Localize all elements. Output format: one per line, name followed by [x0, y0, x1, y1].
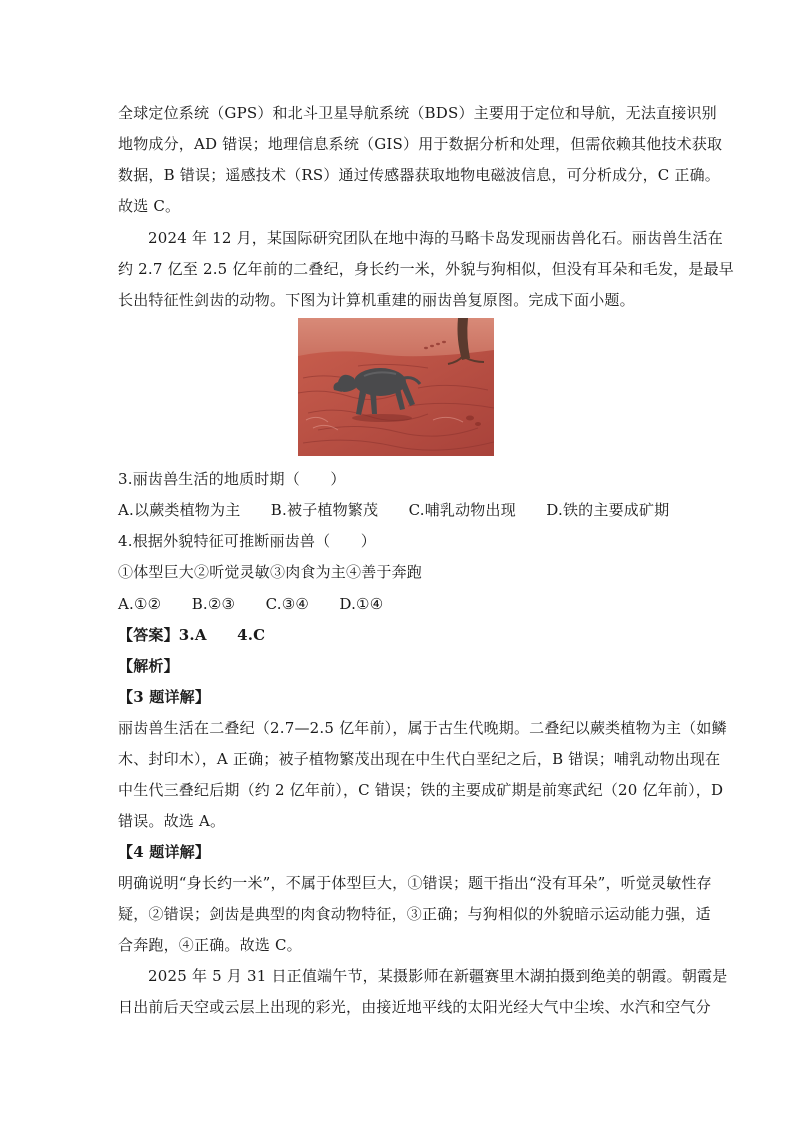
detail-3-heading: 【3 题详解】 [118, 688, 211, 706]
text-line: 明确说明“身长约一米”，不属于体型巨大，①错误；题干指出“没有耳朵”，听觉灵敏性存 [118, 874, 712, 892]
question-3-stem: 3.丽齿兽生活的地质时期（ ） [118, 470, 346, 488]
text-line: 丽齿兽生活在二叠纪（2.7—2.5 亿年前），属于古生代晚期。二叠纪以蕨类植物为主（如鳞 [118, 719, 727, 737]
analysis-heading: 【解析】 [118, 657, 179, 675]
text-line: 数据，B 错误；遥感技术（RS）通过传感器获取地物电磁波信息，可分析成分，C 正确。 [118, 166, 721, 184]
detail-4-heading: 【4 题详解】 [118, 843, 211, 861]
text-line: 日出前后天空或云层上出现的彩光，由接近地平线的太阳光经大气中尘埃、水汽和空气分 [118, 998, 711, 1016]
text-line: 木、封印木），A 正确；被子植物繁茂出现在中生代白垩纪之后，B 错误；哺乳动物出现在 [118, 750, 721, 768]
text-line: 疑，②错误；剑齿是典型的肉食动物特征，③正确；与狗相似的外貌暗示运动能力强，适 [118, 905, 711, 923]
text-line: 地物成分，AD 错误；地理信息系统（GIS）用于数据分析和处理，但需依赖其他技术获取 [118, 135, 723, 153]
text-line: 长出特征性剑齿的动物。下图为计算机重建的丽齿兽复原图。完成下面小题。 [118, 291, 635, 309]
answer-line: 【答案】3.A 4.C [118, 626, 266, 644]
text-line: 合奔跑，④正确。故选 C。 [118, 936, 302, 954]
question-4-stem: 4.根据外貌特征可推断丽齿兽（ ） [118, 532, 376, 550]
gorgonopsid-reconstruction-image [298, 318, 494, 456]
text-line: 约 2.7 亿至 2.5 亿年前的二叠纪，身长约一米，外貌与狗相似，但没有耳朵和毛发，是最早 [118, 260, 734, 278]
text-line: 全球定位系统（GPS）和北斗卫星导航系统（BDS）主要用于定位和导航，无法直接识别 [118, 104, 717, 122]
text-line: 2025 年 5 月 31 日正值端午节，某摄影师在新疆赛里木湖拍摄到绝美的朝霞。朝霞是 [148, 967, 728, 985]
question-3-options: A.以蕨类植物为主 B.被子植物繁茂 C.哺乳动物出现 D.铁的主要成矿期 [118, 501, 670, 519]
question-4-items: ①体型巨大②听觉灵敏③肉食为主④善于奔跑 [118, 563, 423, 581]
text-line: 2024 年 12 月，某国际研究团队在地中海的马略卡岛发现丽齿兽化石。丽齿兽生活在 [148, 229, 723, 247]
text-line: 错误。故选 A。 [118, 812, 226, 830]
text-line: 中生代三叠纪后期（约 2 亿年前），C 错误；铁的主要成矿期是前寒武纪（20 亿年前），D [118, 781, 724, 799]
question-4-options: A.①② B.②③ C.③④ D.①④ [118, 595, 384, 613]
text-line: 故选 C。 [118, 197, 181, 215]
